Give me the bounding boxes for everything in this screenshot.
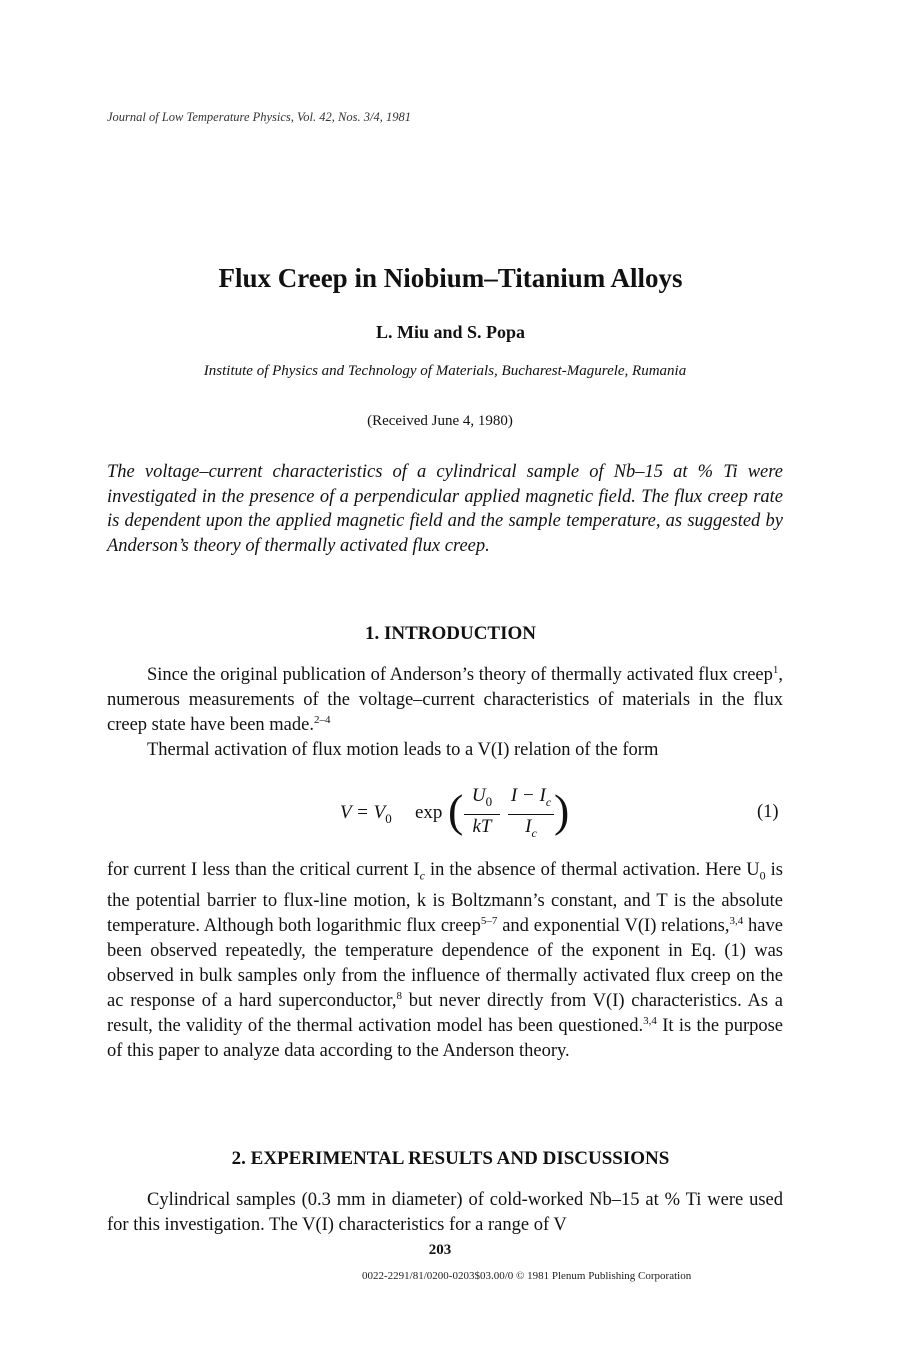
text-subscript: 0	[759, 868, 766, 883]
equation-1	[340, 785, 570, 845]
eq-text: I	[525, 815, 532, 837]
text-subscript: c	[419, 868, 425, 883]
paper-title: Flux Creep in Niobium–Titanium Alloys	[218, 263, 683, 293]
reference-superscript: 5–7	[480, 914, 498, 927]
equation-lhs	[340, 802, 392, 827]
fraction-2-denominator	[506, 816, 556, 841]
text-run: but never directly from V(I) characteristics. As a result, the validity of the thermal activation model has been questioned.	[107, 990, 784, 1036]
eq-subscript: c	[545, 794, 552, 809]
fraction-1-numerator	[462, 785, 502, 810]
eq-text: U	[471, 785, 486, 806]
fraction-1	[462, 785, 502, 838]
fraction-2-numerator	[506, 785, 556, 810]
authors: L. Miu and S. Popa	[375, 322, 526, 342]
reference-superscript: 2–4	[313, 714, 331, 726]
journal-citation: Journal of Low Temperature Physics, Vol. 42, Nos. 3/4, 1981	[107, 110, 411, 124]
section-heading-results: 2. EXPERIMENTAL RESULTS AND DISCUSSIONS	[231, 1148, 670, 1169]
eq-text: V = V	[340, 802, 386, 823]
text-run: and exponential V(I) relations,	[497, 915, 730, 936]
intro-paragraph-2: Thermal activation of flux motion leads to a V(I) relation of the form	[147, 740, 659, 760]
fraction-bar	[464, 814, 500, 815]
reference-superscript: 3,4	[643, 1014, 657, 1027]
text-run: for current I less than the critical current I	[107, 860, 420, 880]
section-heading-introduction: 1. INTRODUCTION	[364, 623, 537, 644]
intro-paragraph-3	[107, 858, 783, 1064]
eq-text: I − I	[510, 785, 546, 806]
eq-subscript: 0	[385, 810, 392, 826]
equation-number: (1)	[757, 802, 779, 822]
left-paren: (	[448, 785, 464, 836]
eq-subscript: 0	[485, 793, 493, 809]
reference-superscript: 1	[772, 664, 779, 676]
received-date: (Received June 4, 1980)	[367, 413, 513, 429]
fraction-bar	[508, 814, 554, 815]
text-run: Since the original publication of Anderson’s theory of thermally activated flux creep	[147, 665, 773, 685]
reference-superscript: 8	[396, 989, 402, 1002]
abstract: The voltage–current characteristics of a cylindrical sample of Nb–15 at % Ti were investigated in the presence of a perpendicular applied magnetic field. The flux creep rate is dependent upon the applied magnetic field and the sample temperature, as suggested by Anderson’s theory of thermally activated flux creep.	[107, 462, 783, 556]
intro-paragraph-1	[107, 663, 783, 738]
affiliation: Institute of Physics and Technology of Materials, Bucharest-Magurele, Rumania	[203, 363, 687, 379]
reference-superscript: 3,4	[729, 914, 744, 927]
copyright-footer: 0022-2291/81/0200-0203$03.00/0 © 1981 Plenum Publishing Corporation	[362, 1270, 692, 1282]
right-paren: )	[554, 785, 570, 836]
text-run: have been observed repeatedly, the temperature dependence of the exponent in Eq. (1) was observed in bulk samples only from the influence of thermally activated flux creep on the ac response of a hard superconductor,	[107, 915, 783, 1011]
text-run: , numerous measurements of the voltage–current characteristics of materials in the flux creep state have been made.	[107, 665, 783, 735]
equation-exp: exp	[415, 802, 443, 823]
fraction-2	[506, 785, 556, 841]
results-paragraph-1: Cylindrical samples (0.3 mm in diameter) of cold-worked Nb–15 at % Ti were used for this investigation. The V(I) characteristics for a range of V	[107, 1190, 783, 1235]
page-number: 203	[428, 1242, 452, 1258]
fraction-1-denominator: kT	[472, 815, 492, 837]
text-run: in the absence of thermal activation. Here U	[424, 860, 760, 880]
text-run: is the potential barrier to flux-line motion, k is Boltzmann’s constant, and T is the absolute temperature. Although both logarithmic flux creep	[107, 860, 783, 936]
eq-subscript: c	[531, 825, 537, 840]
text-run: It is the purpose of this paper to analyze data according to the Anderson theory.	[107, 1015, 784, 1061]
